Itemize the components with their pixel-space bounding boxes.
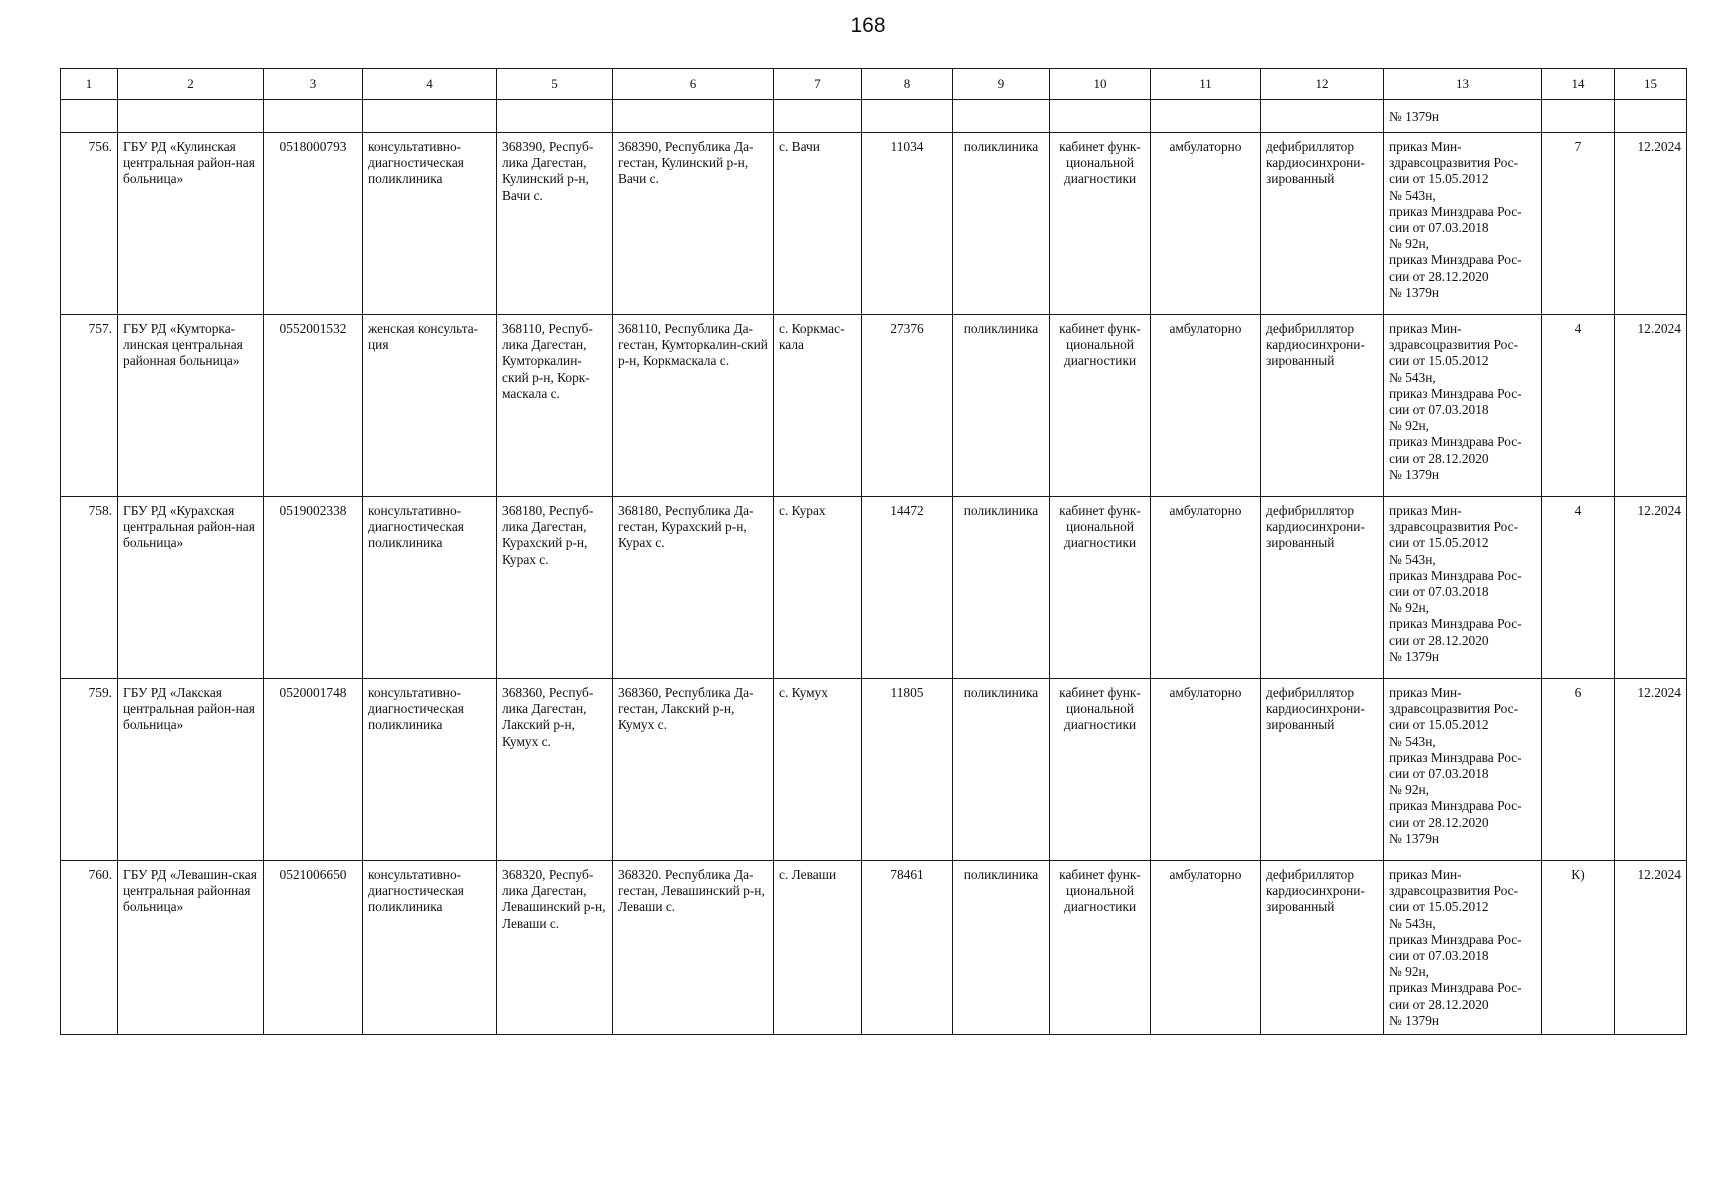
facility-type-cell: поликлиника bbox=[953, 315, 1050, 497]
department-cell: кабинет функ-циональной диагностики bbox=[1050, 133, 1151, 315]
table-cell bbox=[953, 100, 1050, 133]
order-cell: приказ Мин-здравсоцразвития Рос-сии от 15.05.2012 № 543н, приказ Минздрава Рос-сии от 07.03.2018 № 92н, приказ Минздрава Рос-сии от 28.12.2020 № 1379н bbox=[1384, 315, 1542, 497]
column-header: 12 bbox=[1261, 69, 1384, 100]
equipment-table bbox=[60, 68, 1687, 1035]
table-cell bbox=[1542, 100, 1615, 133]
column-header: 2 bbox=[118, 69, 264, 100]
facility-type-cell: поликлиника bbox=[953, 497, 1050, 679]
code-cell: 0519002338 bbox=[264, 497, 363, 679]
quantity-cell: 4 bbox=[1542, 497, 1615, 679]
equipment-cell: дефибриллятор кардиосинхрони-зированный bbox=[1261, 315, 1384, 497]
column-header: 1 bbox=[61, 69, 118, 100]
column-header: 15 bbox=[1615, 69, 1687, 100]
organization-cell: ГБУ РД «Кулинская центральная район-ная больница» bbox=[118, 133, 264, 315]
row-number: 757. bbox=[61, 315, 118, 497]
page-number: 168 bbox=[850, 14, 886, 37]
legal-address-cell: 368320, Респуб-лика Дагестан, Левашинский р-н, Леваши с. bbox=[497, 861, 613, 1035]
quantity-cell: 4 bbox=[1542, 315, 1615, 497]
actual-address-cell: 368180, Республика Да-гестан, Курахский р-н, Курах с. bbox=[613, 497, 774, 679]
table-cell bbox=[862, 100, 953, 133]
table-cell bbox=[1151, 100, 1261, 133]
column-number-row bbox=[61, 69, 1687, 100]
department-cell: кабинет функ-циональной диагностики bbox=[1050, 315, 1151, 497]
quantity-cell: 6 bbox=[1542, 679, 1615, 861]
unit-cell: консультативно-диагностическая поликлиника bbox=[363, 133, 497, 315]
date-cell: 12.2024 bbox=[1615, 861, 1687, 1035]
date-cell: 12.2024 bbox=[1615, 315, 1687, 497]
date-cell: 12.2024 bbox=[1615, 133, 1687, 315]
mode-cell: амбулаторно bbox=[1151, 861, 1261, 1035]
actual-address-cell: 368320. Республика Да-гестан, Левашинский р-н, Леваши с. bbox=[613, 861, 774, 1035]
organization-cell: ГБУ РД «Лакская центральная район-ная больница» bbox=[118, 679, 264, 861]
column-header: 11 bbox=[1151, 69, 1261, 100]
mode-cell: амбулаторно bbox=[1151, 497, 1261, 679]
code-cell: 0521006650 bbox=[264, 861, 363, 1035]
order-cell: № 1379н bbox=[1384, 100, 1542, 133]
code-cell: 0552001532 bbox=[264, 315, 363, 497]
table-cell bbox=[613, 100, 774, 133]
continuation-row bbox=[61, 100, 1687, 133]
column-header: 4 bbox=[363, 69, 497, 100]
legal-address-cell: 368110, Респуб-лика Дагестан, Кумторкалин-ский р-н, Корк-маскала с. bbox=[497, 315, 613, 497]
order-cell: приказ Мин-здравсоцразвития Рос-сии от 15.05.2012 № 543н, приказ Минздрава Рос-сии от 07.03.2018 № 92н, приказ Минздрава Рос-сии от 28.12.2020 № 1379н bbox=[1384, 679, 1542, 861]
date-cell: 12.2024 bbox=[1615, 679, 1687, 861]
equipment-cell: дефибриллятор кардиосинхрони-зированный bbox=[1261, 679, 1384, 861]
settlement-cell: с. Леваши bbox=[774, 861, 862, 1035]
table-row bbox=[61, 133, 1687, 315]
legal-address-cell: 368180, Респуб-лика Дагестан, Курахский р-н, Курах с. bbox=[497, 497, 613, 679]
date-cell: 12.2024 bbox=[1615, 497, 1687, 679]
table-cell bbox=[497, 100, 613, 133]
legal-address-cell: 368390, Респуб-лика Дагестан, Кулинский р-н, Вачи с. bbox=[497, 133, 613, 315]
equipment-cell: дефибриллятор кардиосинхрони-зированный bbox=[1261, 497, 1384, 679]
table-cell bbox=[1261, 100, 1384, 133]
table-cell bbox=[118, 100, 264, 133]
organization-cell: ГБУ РД «Левашин-ская центральная районная больница» bbox=[118, 861, 264, 1035]
column-header: 14 bbox=[1542, 69, 1615, 100]
table-cell bbox=[61, 100, 118, 133]
table-cell bbox=[264, 100, 363, 133]
order-cell: приказ Мин-здравсоцразвития Рос-сии от 15.05.2012 № 543н, приказ Минздрава Рос-сии от 07.03.2018 № 92н, приказ Минздрава Рос-сии от 28.12.2020 № 1379н bbox=[1384, 133, 1542, 315]
organization-cell: ГБУ РД «Кумторка-линская центральная районная больница» bbox=[118, 315, 264, 497]
table-row bbox=[61, 497, 1687, 679]
settlement-cell: с. Кумух bbox=[774, 679, 862, 861]
department-cell: кабинет функ-циональной диагностики bbox=[1050, 497, 1151, 679]
quantity-cell: К) bbox=[1542, 861, 1615, 1035]
table-cell bbox=[363, 100, 497, 133]
mode-cell: амбулаторно bbox=[1151, 133, 1261, 315]
mode-cell: амбулаторно bbox=[1151, 315, 1261, 497]
equipment-cell: дефибриллятор кардиосинхрони-зированный bbox=[1261, 133, 1384, 315]
population-cell: 14472 bbox=[862, 497, 953, 679]
table-cell bbox=[774, 100, 862, 133]
equipment-cell: дефибриллятор кардиосинхрони-зированный bbox=[1261, 861, 1384, 1035]
row-number: 758. bbox=[61, 497, 118, 679]
code-cell: 0518000793 bbox=[264, 133, 363, 315]
actual-address-cell: 368390, Республика Да-гестан, Кулинский р-н, Вачи с. bbox=[613, 133, 774, 315]
unit-cell: женская консульта-ция bbox=[363, 315, 497, 497]
row-number: 759. bbox=[61, 679, 118, 861]
column-header: 8 bbox=[862, 69, 953, 100]
table-row bbox=[61, 861, 1687, 1035]
department-cell: кабинет функ-циональной диагностики bbox=[1050, 861, 1151, 1035]
table-cell bbox=[1615, 100, 1687, 133]
mode-cell: амбулаторно bbox=[1151, 679, 1261, 861]
population-cell: 11805 bbox=[862, 679, 953, 861]
column-header: 13 bbox=[1384, 69, 1542, 100]
actual-address-cell: 368360, Республика Да-гестан, Лакский р-н, Кумух с. bbox=[613, 679, 774, 861]
organization-cell: ГБУ РД «Курахская центральная район-ная больница» bbox=[118, 497, 264, 679]
population-cell: 11034 bbox=[862, 133, 953, 315]
row-number: 756. bbox=[61, 133, 118, 315]
column-header: 7 bbox=[774, 69, 862, 100]
row-number: 760. bbox=[61, 861, 118, 1035]
department-cell: кабинет функ-циональной диагностики bbox=[1050, 679, 1151, 861]
actual-address-cell: 368110, Республика Да-гестан, Кумторкалин-ский р-н, Коркмаскала с. bbox=[613, 315, 774, 497]
facility-type-cell: поликлиника bbox=[953, 861, 1050, 1035]
table-cell bbox=[1050, 100, 1151, 133]
column-header: 3 bbox=[264, 69, 363, 100]
column-header: 5 bbox=[497, 69, 613, 100]
unit-cell: консультативно-диагностическая поликлиника bbox=[363, 861, 497, 1035]
settlement-cell: с. Курах bbox=[774, 497, 862, 679]
unit-cell: консультативно-диагностическая поликлиника bbox=[363, 679, 497, 861]
unit-cell: консультативно-диагностическая поликлиника bbox=[363, 497, 497, 679]
column-header: 9 bbox=[953, 69, 1050, 100]
order-cell: приказ Мин-здравсоцразвития Рос-сии от 15.05.2012 № 543н, приказ Минздрава Рос-сии от 07.03.2018 № 92н, приказ Минздрава Рос-сии от 28.12.2020 № 1379н bbox=[1384, 497, 1542, 679]
population-cell: 78461 bbox=[862, 861, 953, 1035]
facility-type-cell: поликлиника bbox=[953, 679, 1050, 861]
table-row bbox=[61, 315, 1687, 497]
facility-type-cell: поликлиника bbox=[953, 133, 1050, 315]
column-header: 6 bbox=[613, 69, 774, 100]
table-row bbox=[61, 679, 1687, 861]
population-cell: 27376 bbox=[862, 315, 953, 497]
code-cell: 0520001748 bbox=[264, 679, 363, 861]
legal-address-cell: 368360, Респуб-лика Дагестан, Лакский р-н, Кумух с. bbox=[497, 679, 613, 861]
settlement-cell: с. Коркмас-кала bbox=[774, 315, 862, 497]
column-header: 10 bbox=[1050, 69, 1151, 100]
order-cell: приказ Мин-здравсоцразвития Рос-сии от 15.05.2012 № 543н, приказ Минздрава Рос-сии от 07.03.2018 № 92н, приказ Минздрава Рос-сии от 28.12.2020 № 1379н bbox=[1384, 861, 1542, 1035]
quantity-cell: 7 bbox=[1542, 133, 1615, 315]
settlement-cell: с. Вачи bbox=[774, 133, 862, 315]
